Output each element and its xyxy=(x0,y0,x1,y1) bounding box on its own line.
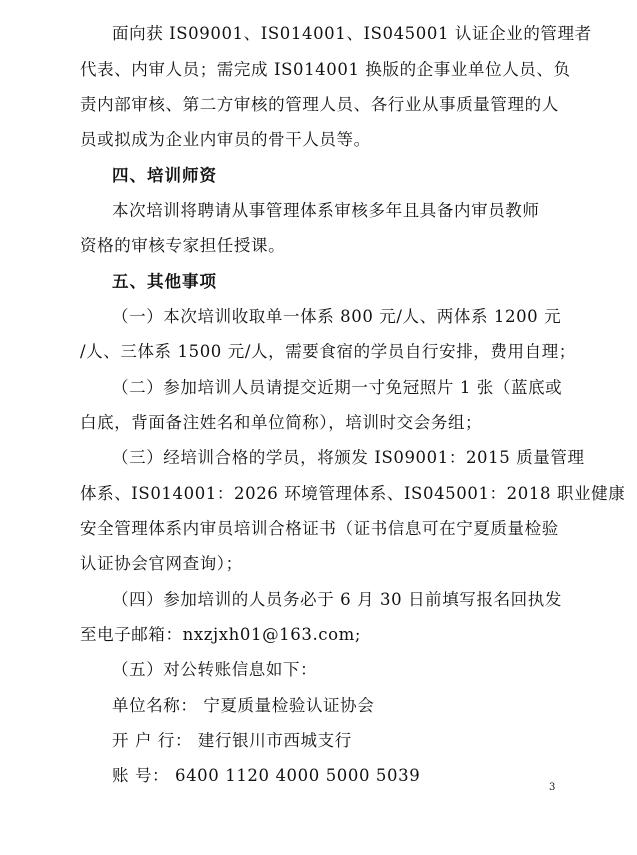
section-heading-other-matters: 五、其他事项 xyxy=(112,272,217,291)
page-number: 3 xyxy=(549,782,556,793)
paragraph-line: （四）参加培训的人员务必于 6 月 30 日前填写报名回执发 xyxy=(112,590,562,609)
bank-info-line: 账 号： 6400 1120 4000 5000 5039 xyxy=(112,766,421,785)
section-heading-trainers: 四、培训师资 xyxy=(112,166,217,185)
bank-info-line: 单位名称： 宁夏质量检验认证协会 xyxy=(112,696,375,715)
paragraph-line: /人、三体系 1500 元/人，需要食宿的学员自行安排，费用自理； xyxy=(80,342,576,361)
paragraph-line: 安全管理体系内审员培训合格证书（证书信息可在宁夏质量检验 xyxy=(80,519,559,538)
bank-info-line: 开 户 行： 建行银川市西城支行 xyxy=(112,731,352,750)
paragraph-line: 认证协会官网查询）； xyxy=(80,554,243,573)
paragraph-line: 体系、IS014001：2026 环境管理体系、IS045001：2018 职业健康 xyxy=(80,484,626,503)
paragraph-line: （三）经培训合格的学员，将颁发 IS09001：2015 质量管理 xyxy=(112,448,585,467)
paragraph-line: 本次培训将聘请从事管理体系审核多年且具备内审员教师 xyxy=(112,201,540,220)
paragraph-line: 面向获 IS09001、IS014001、IS045001 认证企业的管理者 xyxy=(112,24,592,43)
paragraph-line: （二）参加培训人员请提交近期一寸免冠照片 1 张（蓝底或 xyxy=(112,378,563,397)
paragraph-line: 资格的审核专家担任授课。 xyxy=(80,236,286,255)
paragraph-line: 至电子邮箱：nxzjxh01@163.com; xyxy=(80,625,362,644)
paragraph-line: 责内部审核、第二方审核的管理人员、各行业从事质量管理的人 xyxy=(80,95,559,114)
paragraph-line: （一）本次培训收取单一体系 800 元/人、两体系 1200 元 xyxy=(112,307,562,326)
paragraph-line: 员或拟成为企业内审员的骨干人员等。 xyxy=(80,130,371,149)
paragraph-line: （五）对公转账信息如下： xyxy=(112,660,318,679)
paragraph-line: 代表、内审人员；需完成 IS014001 换版的企事业单位人员、负 xyxy=(80,60,571,79)
paragraph-line: 白底，背面备注姓名和单位简称），培训时交会务组； xyxy=(80,413,483,432)
